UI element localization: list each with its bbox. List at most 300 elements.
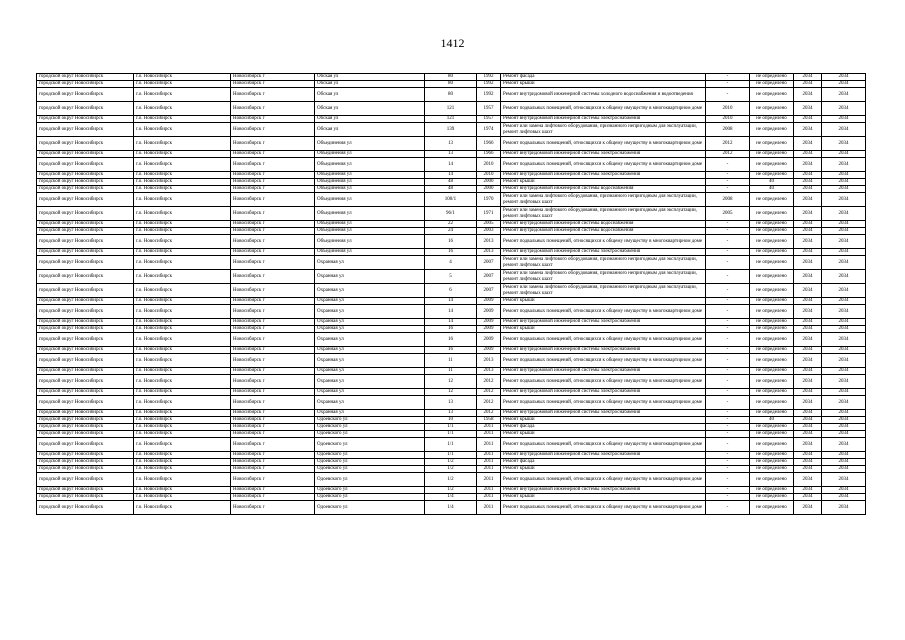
house-number-cell: 1/2 bbox=[425, 487, 477, 494]
plan-end-year-cell: 2034 bbox=[822, 452, 866, 459]
locality-cell: Новосибирск г bbox=[231, 102, 315, 116]
locality-cell: Новосибирск г bbox=[231, 438, 315, 452]
street-cell: Охранная ул bbox=[315, 368, 425, 375]
build-year-cell: 2011 bbox=[477, 431, 501, 438]
work-type-cell: Ремонт крыши bbox=[501, 326, 706, 333]
plan-start-year-cell: 2034 bbox=[794, 347, 822, 354]
plan-end-year-cell: 2034 bbox=[822, 102, 866, 116]
plan-start-year-cell: 2034 bbox=[794, 319, 822, 326]
house-number-cell: 1/1 bbox=[425, 431, 477, 438]
work-type-cell: Ремонт подвальных помещений, относящихся к общему имуществу в многоквартирном доме bbox=[501, 501, 706, 515]
plan-end-year-cell: 2034 bbox=[822, 221, 866, 228]
last-repair-year-cell: - bbox=[706, 368, 750, 375]
last-repair-year-cell: - bbox=[706, 347, 750, 354]
work-type-cell: Ремонт внутридомовой инженерной системы электроснабжения bbox=[501, 249, 706, 256]
settlement-cell: г.о. Новосибирск bbox=[134, 354, 231, 368]
locality-cell: Новосибирск г bbox=[231, 256, 315, 270]
service-life-cell: не определено bbox=[750, 319, 794, 326]
locality-cell: Новосибирск г bbox=[231, 417, 315, 424]
last-repair-year-cell: 2010 bbox=[706, 102, 750, 116]
work-type-cell: Ремонт подвальных помещений, относящихся к общему имуществу в многоквартирном доме bbox=[501, 396, 706, 410]
settlement-cell: г.о. Новосибирск bbox=[134, 459, 231, 466]
settlement-cell: г.о. Новосибирск bbox=[134, 151, 231, 158]
settlement-cell: г.о. Новосибирск bbox=[134, 207, 231, 221]
service-life-cell: не определено bbox=[750, 102, 794, 116]
table-row bbox=[37, 319, 866, 326]
municipality-cell: городской округ Новосибирск bbox=[37, 354, 134, 368]
locality-cell: Новосибирск г bbox=[231, 389, 315, 396]
street-cell: Охранная ул bbox=[315, 354, 425, 368]
service-life-cell: не определено bbox=[750, 438, 794, 452]
house-number-cell: 1/1 bbox=[425, 424, 477, 431]
municipality-cell: городской округ Новосибирск bbox=[37, 221, 134, 228]
service-life-cell: не определено bbox=[750, 396, 794, 410]
last-repair-year-cell: - bbox=[706, 417, 750, 424]
municipality-cell: городской округ Новосибирск bbox=[37, 249, 134, 256]
last-repair-year-cell: - bbox=[706, 270, 750, 284]
plan-end-year-cell: 2034 bbox=[822, 487, 866, 494]
locality-cell: Новосибирск г bbox=[231, 235, 315, 249]
settlement-cell: г.о. Новосибирск bbox=[134, 172, 231, 179]
municipality-cell: городской округ Новосибирск bbox=[37, 228, 134, 235]
municipality-cell: городской округ Новосибирск bbox=[37, 235, 134, 249]
settlement-cell: г.о. Новосибирск bbox=[134, 333, 231, 347]
build-year-cell: 2013 bbox=[477, 235, 501, 249]
house-number-cell: 121 bbox=[425, 102, 477, 116]
street-cell: Охранная ул bbox=[315, 410, 425, 417]
house-number-cell: 1/4 bbox=[425, 501, 477, 515]
settlement-cell: г.о. Новосибирск bbox=[134, 417, 231, 424]
service-life-cell: не определено bbox=[750, 424, 794, 431]
house-number-cell: 11 bbox=[425, 354, 477, 368]
work-type-cell: Ремонт внутридомовой инженерной системы электроснабжения bbox=[501, 452, 706, 459]
street-cell: Объединения ул bbox=[315, 207, 425, 221]
settlement-cell: г.о. Новосибирск bbox=[134, 193, 231, 207]
table-row bbox=[37, 228, 866, 235]
street-cell: Охранная ул bbox=[315, 347, 425, 354]
table-row bbox=[37, 88, 866, 102]
street-cell: Объединения ул bbox=[315, 179, 425, 186]
municipality-cell: городской округ Новосибирск bbox=[37, 473, 134, 487]
last-repair-year-cell: - bbox=[706, 396, 750, 410]
last-repair-year-cell: - bbox=[706, 452, 750, 459]
municipality-cell: городской округ Новосибирск bbox=[37, 270, 134, 284]
settlement-cell: г.о. Новосибирск bbox=[134, 284, 231, 298]
plan-start-year-cell: 2034 bbox=[794, 249, 822, 256]
table-row bbox=[37, 333, 866, 347]
table-row bbox=[37, 298, 866, 305]
last-repair-year-cell: - bbox=[706, 431, 750, 438]
work-type-cell: Ремонт подвальных помещений, относящихся к общему имуществу в многоквартирном доме bbox=[501, 137, 706, 151]
work-type-cell: Ремонт крыши bbox=[501, 494, 706, 501]
plan-start-year-cell: 2034 bbox=[794, 438, 822, 452]
locality-cell: Новосибирск г bbox=[231, 221, 315, 228]
table-row bbox=[37, 389, 866, 396]
municipality-cell: городской округ Новосибирск bbox=[37, 123, 134, 137]
last-repair-year-cell: - bbox=[706, 375, 750, 389]
street-cell: Объединения ул bbox=[315, 228, 425, 235]
street-cell: Охранная ул bbox=[315, 396, 425, 410]
service-life-cell: не определено bbox=[750, 270, 794, 284]
municipality-cell: городской округ Новосибирск bbox=[37, 438, 134, 452]
service-life-cell: не определено bbox=[750, 235, 794, 249]
plan-start-year-cell: 2034 bbox=[794, 501, 822, 515]
municipality-cell: городской округ Новосибирск bbox=[37, 459, 134, 466]
house-number-cell: 12 bbox=[425, 389, 477, 396]
locality-cell: Новосибирск г bbox=[231, 487, 315, 494]
last-repair-year-cell: - bbox=[706, 158, 750, 172]
last-repair-year-cell: - bbox=[706, 186, 750, 193]
table-row bbox=[37, 487, 866, 494]
settlement-cell: г.о. Новосибирск bbox=[134, 368, 231, 375]
plan-start-year-cell: 2034 bbox=[794, 207, 822, 221]
municipality-cell: городской округ Новосибирск bbox=[37, 172, 134, 179]
plan-start-year-cell: 2034 bbox=[794, 123, 822, 137]
locality-cell: Новосибирск г bbox=[231, 172, 315, 179]
locality-cell: Новосибирск г bbox=[231, 396, 315, 410]
settlement-cell: г.о. Новосибирск bbox=[134, 326, 231, 333]
plan-start-year-cell: 2034 bbox=[794, 431, 822, 438]
plan-end-year-cell: 2034 bbox=[822, 319, 866, 326]
house-number-cell: 16 bbox=[425, 326, 477, 333]
table-row bbox=[37, 354, 866, 368]
plan-start-year-cell: 2034 bbox=[794, 270, 822, 284]
house-number-cell: 1/2 bbox=[425, 473, 477, 487]
work-type-cell: Ремонт внутридомовой инженерной системы водоснабжения bbox=[501, 228, 706, 235]
plan-start-year-cell: 2034 bbox=[794, 137, 822, 151]
table-row bbox=[37, 347, 866, 354]
settlement-cell: г.о. Новосибирск bbox=[134, 424, 231, 431]
plan-end-year-cell: 2034 bbox=[822, 284, 866, 298]
service-life-cell: не определено bbox=[750, 494, 794, 501]
table-row bbox=[37, 123, 866, 137]
build-year-cell: 2011 bbox=[477, 473, 501, 487]
last-repair-year-cell: - bbox=[706, 354, 750, 368]
plan-start-year-cell: 2034 bbox=[794, 326, 822, 333]
settlement-cell: г.о. Новосибирск bbox=[134, 438, 231, 452]
table-row bbox=[37, 375, 866, 389]
settlement-cell: г.о. Новосибирск bbox=[134, 466, 231, 473]
municipality-cell: городской округ Новосибирск bbox=[37, 102, 134, 116]
municipality-cell: городской округ Новосибирск bbox=[37, 375, 134, 389]
table-row bbox=[37, 494, 866, 501]
plan-start-year-cell: 2034 bbox=[794, 368, 822, 375]
street-cell: Объединения ул bbox=[315, 151, 425, 158]
plan-end-year-cell: 2034 bbox=[822, 473, 866, 487]
table-row bbox=[37, 207, 866, 221]
locality-cell: Новосибирск г bbox=[231, 193, 315, 207]
plan-end-year-cell: 2034 bbox=[822, 389, 866, 396]
plan-end-year-cell: 2034 bbox=[822, 410, 866, 417]
locality-cell: Новосибирск г bbox=[231, 375, 315, 389]
build-year-cell: 2012 bbox=[477, 375, 501, 389]
municipality-cell: городской округ Новосибирск bbox=[37, 186, 134, 193]
work-type-cell: Ремонт или замена лифтового оборудования, признанного непригодным для эксплуатации, ремонт лифтовых шахт bbox=[501, 256, 706, 270]
municipality-cell: городской округ Новосибирск bbox=[37, 298, 134, 305]
settlement-cell: г.о. Новосибирск bbox=[134, 473, 231, 487]
service-life-cell: не определено bbox=[750, 298, 794, 305]
plan-end-year-cell: 2034 bbox=[822, 298, 866, 305]
service-life-cell: не определено bbox=[750, 487, 794, 494]
table-row bbox=[37, 501, 866, 515]
table-row bbox=[37, 116, 866, 123]
municipality-cell: городской округ Новосибирск bbox=[37, 368, 134, 375]
street-cell: Объединения ул bbox=[315, 221, 425, 228]
plan-end-year-cell: 2034 bbox=[822, 74, 866, 81]
plan-start-year-cell: 2034 bbox=[794, 193, 822, 207]
build-year-cell: 2012 bbox=[477, 389, 501, 396]
table-row bbox=[37, 235, 866, 249]
street-cell: Одоевского ул bbox=[315, 424, 425, 431]
last-repair-year-cell: - bbox=[706, 333, 750, 347]
build-year-cell: 2007 bbox=[477, 270, 501, 284]
street-cell: Одоевского ул bbox=[315, 487, 425, 494]
plan-end-year-cell: 2034 bbox=[822, 123, 866, 137]
locality-cell: Новосибирск г bbox=[231, 270, 315, 284]
work-type-cell: Ремонт фасада bbox=[501, 459, 706, 466]
plan-end-year-cell: 2034 bbox=[822, 396, 866, 410]
last-repair-year-cell: - bbox=[706, 179, 750, 186]
last-repair-year-cell: - bbox=[706, 305, 750, 319]
plan-start-year-cell: 2034 bbox=[794, 74, 822, 81]
build-year-cell: 2000 bbox=[477, 179, 501, 186]
house-number-cell: 14 bbox=[425, 298, 477, 305]
table-row bbox=[37, 368, 866, 375]
municipality-cell: городской округ Новосибирск bbox=[37, 452, 134, 459]
locality-cell: Новосибирск г bbox=[231, 347, 315, 354]
plan-end-year-cell: 2034 bbox=[822, 375, 866, 389]
work-type-cell: Ремонт или замена лифтового оборудования, признанного непригодным для эксплуатации, ремонт лифтовых шахт bbox=[501, 284, 706, 298]
service-life-cell: не определено bbox=[750, 193, 794, 207]
work-type-cell: Ремонт крыши bbox=[501, 81, 706, 88]
street-cell: Охранная ул bbox=[315, 298, 425, 305]
table-row bbox=[37, 396, 866, 410]
build-year-cell: 2013 bbox=[477, 249, 501, 256]
house-number-cell: 80 bbox=[425, 88, 477, 102]
municipality-cell: городской округ Новосибирск bbox=[37, 319, 134, 326]
build-year-cell: 2000 bbox=[477, 186, 501, 193]
plan-end-year-cell: 2034 bbox=[822, 368, 866, 375]
municipality-cell: городской округ Новосибирск bbox=[37, 396, 134, 410]
house-number-cell: 13 bbox=[425, 396, 477, 410]
table-row bbox=[37, 284, 866, 298]
table-row bbox=[37, 172, 866, 179]
municipality-cell: городской округ Новосибирск bbox=[37, 88, 134, 102]
build-year-cell: 1970 bbox=[477, 193, 501, 207]
build-year-cell: 2009 bbox=[477, 347, 501, 354]
build-year-cell: 1957 bbox=[477, 116, 501, 123]
municipality-cell: городской округ Новосибирск bbox=[37, 158, 134, 172]
locality-cell: Новосибирск г bbox=[231, 123, 315, 137]
street-cell: Объединения ул bbox=[315, 193, 425, 207]
service-life-cell: не определено bbox=[750, 410, 794, 417]
plan-end-year-cell: 2034 bbox=[822, 466, 866, 473]
service-life-cell: 40 bbox=[750, 417, 794, 424]
municipality-cell: городской округ Новосибирск bbox=[37, 494, 134, 501]
house-number-cell: 121 bbox=[425, 116, 477, 123]
build-year-cell: 1958 bbox=[477, 417, 501, 424]
settlement-cell: г.о. Новосибирск bbox=[134, 410, 231, 417]
street-cell: Обская ул bbox=[315, 81, 425, 88]
street-cell: Объединения ул bbox=[315, 172, 425, 179]
last-repair-year-cell: - bbox=[706, 74, 750, 81]
house-number-cell: 1/2 bbox=[425, 459, 477, 466]
street-cell: Охранная ул bbox=[315, 305, 425, 319]
house-number-cell: 96/1 bbox=[425, 207, 477, 221]
house-number-cell: 4 bbox=[425, 256, 477, 270]
house-number-cell: 1/1 bbox=[425, 438, 477, 452]
street-cell: Обская ул bbox=[315, 88, 425, 102]
plan-start-year-cell: 2034 bbox=[794, 256, 822, 270]
plan-end-year-cell: 2034 bbox=[822, 137, 866, 151]
settlement-cell: г.о. Новосибирск bbox=[134, 305, 231, 319]
service-life-cell: не определено bbox=[750, 151, 794, 158]
house-number-cell: 1/2 bbox=[425, 466, 477, 473]
plan-end-year-cell: 2034 bbox=[822, 193, 866, 207]
house-number-cell: 48 bbox=[425, 186, 477, 193]
settlement-cell: г.о. Новосибирск bbox=[134, 123, 231, 137]
settlement-cell: г.о. Новосибирск bbox=[134, 396, 231, 410]
last-repair-year-cell: - bbox=[706, 235, 750, 249]
last-repair-year-cell: - bbox=[706, 326, 750, 333]
settlement-cell: г.о. Новосибирск bbox=[134, 347, 231, 354]
service-life-cell: не определено bbox=[750, 228, 794, 235]
work-type-cell: Ремонт подвальных помещений, относящихся к общему имуществу в многоквартирном доме bbox=[501, 333, 706, 347]
plan-end-year-cell: 2034 bbox=[822, 459, 866, 466]
service-life-cell: 40 bbox=[750, 179, 794, 186]
build-year-cell: 2012 bbox=[477, 410, 501, 417]
last-repair-year-cell: - bbox=[706, 424, 750, 431]
plan-end-year-cell: 2034 bbox=[822, 88, 866, 102]
street-cell: Обская ул bbox=[315, 102, 425, 116]
plan-start-year-cell: 2034 bbox=[794, 172, 822, 179]
build-year-cell: 2009 bbox=[477, 305, 501, 319]
plan-start-year-cell: 2034 bbox=[794, 102, 822, 116]
service-life-cell: не определено bbox=[750, 284, 794, 298]
service-life-cell: не определено bbox=[750, 501, 794, 515]
build-year-cell: 2011 bbox=[477, 459, 501, 466]
last-repair-year-cell: - bbox=[706, 410, 750, 417]
plan-end-year-cell: 2034 bbox=[822, 326, 866, 333]
last-repair-year-cell: - bbox=[706, 494, 750, 501]
work-type-cell: Ремонт внутридомовой инженерной системы электроснабжения bbox=[501, 319, 706, 326]
settlement-cell: г.о. Новосибирск bbox=[134, 431, 231, 438]
work-type-cell: Ремонт подвальных помещений, относящихся к общему имуществу в многоквартирном доме bbox=[501, 438, 706, 452]
last-repair-year-cell: - bbox=[706, 249, 750, 256]
locality-cell: Новосибирск г bbox=[231, 333, 315, 347]
table-row bbox=[37, 74, 866, 81]
service-life-cell: не определено bbox=[750, 123, 794, 137]
build-year-cell: 2010 bbox=[477, 158, 501, 172]
plan-start-year-cell: 2034 bbox=[794, 186, 822, 193]
municipality-cell: городской округ Новосибирск bbox=[37, 326, 134, 333]
locality-cell: Новосибирск г bbox=[231, 207, 315, 221]
plan-end-year-cell: 2034 bbox=[822, 501, 866, 515]
build-year-cell: 2013 bbox=[477, 368, 501, 375]
plan-start-year-cell: 2034 bbox=[794, 333, 822, 347]
last-repair-year-cell: - bbox=[706, 256, 750, 270]
build-year-cell: 2003 bbox=[477, 228, 501, 235]
plan-end-year-cell: 2034 bbox=[822, 305, 866, 319]
street-cell: Одоевского ул bbox=[315, 473, 425, 487]
street-cell: Объединения ул bbox=[315, 235, 425, 249]
build-year-cell: 2013 bbox=[477, 354, 501, 368]
house-number-cell: 80 bbox=[425, 74, 477, 81]
service-life-cell: не определено bbox=[750, 116, 794, 123]
plan-end-year-cell: 2034 bbox=[822, 354, 866, 368]
build-year-cell: 2011 bbox=[477, 494, 501, 501]
house-number-cell: 16 bbox=[425, 235, 477, 249]
last-repair-year-cell: 2010 bbox=[706, 116, 750, 123]
municipality-cell: городской округ Новосибирск bbox=[37, 501, 134, 515]
work-type-cell: Ремонт внутридомовой инженерной системы водоснабжения bbox=[501, 221, 706, 228]
locality-cell: Новосибирск г bbox=[231, 424, 315, 431]
house-number-cell: 14 bbox=[425, 319, 477, 326]
plan-start-year-cell: 2034 bbox=[794, 494, 822, 501]
work-type-cell: Ремонт подвальных помещений, относящихся к общему имуществу в многоквартирном доме bbox=[501, 473, 706, 487]
table-body bbox=[37, 74, 866, 515]
plan-end-year-cell: 2034 bbox=[822, 235, 866, 249]
work-type-cell: Ремонт внутридомовой инженерной системы водоснабжения bbox=[501, 186, 706, 193]
table-row bbox=[37, 256, 866, 270]
municipality-cell: городской округ Новосибирск bbox=[37, 81, 134, 88]
service-life-cell: не определено bbox=[750, 473, 794, 487]
plan-start-year-cell: 2034 bbox=[794, 88, 822, 102]
street-cell: Одоевского ул bbox=[315, 431, 425, 438]
last-repair-year-cell: - bbox=[706, 459, 750, 466]
build-year-cell: 2011 bbox=[477, 438, 501, 452]
service-life-cell: не определено bbox=[750, 207, 794, 221]
work-type-cell: Ремонт внутридомовой инженерной системы электроснабжения bbox=[501, 389, 706, 396]
settlement-cell: г.о. Новосибирск bbox=[134, 179, 231, 186]
settlement-cell: г.о. Новосибирск bbox=[134, 270, 231, 284]
last-repair-year-cell: - bbox=[706, 298, 750, 305]
work-type-cell: Ремонт крыши bbox=[501, 417, 706, 424]
table-row bbox=[37, 186, 866, 193]
house-number-cell: 5 bbox=[425, 270, 477, 284]
settlement-cell: г.о. Новосибирск bbox=[134, 186, 231, 193]
street-cell: Охранная ул bbox=[315, 284, 425, 298]
house-number-cell: 13 bbox=[425, 410, 477, 417]
street-cell: Одоевского ул bbox=[315, 501, 425, 515]
plan-start-year-cell: 2034 bbox=[794, 473, 822, 487]
last-repair-year-cell: - bbox=[706, 319, 750, 326]
house-number-cell: 16 bbox=[425, 249, 477, 256]
locality-cell: Новосибирск г bbox=[231, 151, 315, 158]
table-row bbox=[37, 473, 866, 487]
locality-cell: Новосибирск г bbox=[231, 473, 315, 487]
plan-end-year-cell: 2034 bbox=[822, 116, 866, 123]
work-type-cell: Ремонт внутридомовой инженерной системы электроснабжения bbox=[501, 347, 706, 354]
last-repair-year-cell: - bbox=[706, 284, 750, 298]
municipality-cell: городской округ Новосибирск bbox=[37, 305, 134, 319]
locality-cell: Новосибирск г bbox=[231, 249, 315, 256]
plan-end-year-cell: 2034 bbox=[822, 228, 866, 235]
plan-start-year-cell: 2034 bbox=[794, 298, 822, 305]
settlement-cell: г.о. Новосибирск bbox=[134, 375, 231, 389]
last-repair-year-cell: - bbox=[706, 221, 750, 228]
plan-start-year-cell: 2034 bbox=[794, 81, 822, 88]
build-year-cell: 2011 bbox=[477, 452, 501, 459]
work-type-cell: Ремонт подвальных помещений, относящихся к общему имуществу в многоквартирном доме bbox=[501, 102, 706, 116]
build-year-cell: 2011 bbox=[477, 424, 501, 431]
settlement-cell: г.о. Новосибирск bbox=[134, 249, 231, 256]
plan-end-year-cell: 2034 bbox=[822, 179, 866, 186]
plan-end-year-cell: 2034 bbox=[822, 158, 866, 172]
page-number: 1412 bbox=[440, 36, 465, 50]
settlement-cell: г.о. Новосибирск bbox=[134, 298, 231, 305]
house-number-cell: 48 bbox=[425, 179, 477, 186]
